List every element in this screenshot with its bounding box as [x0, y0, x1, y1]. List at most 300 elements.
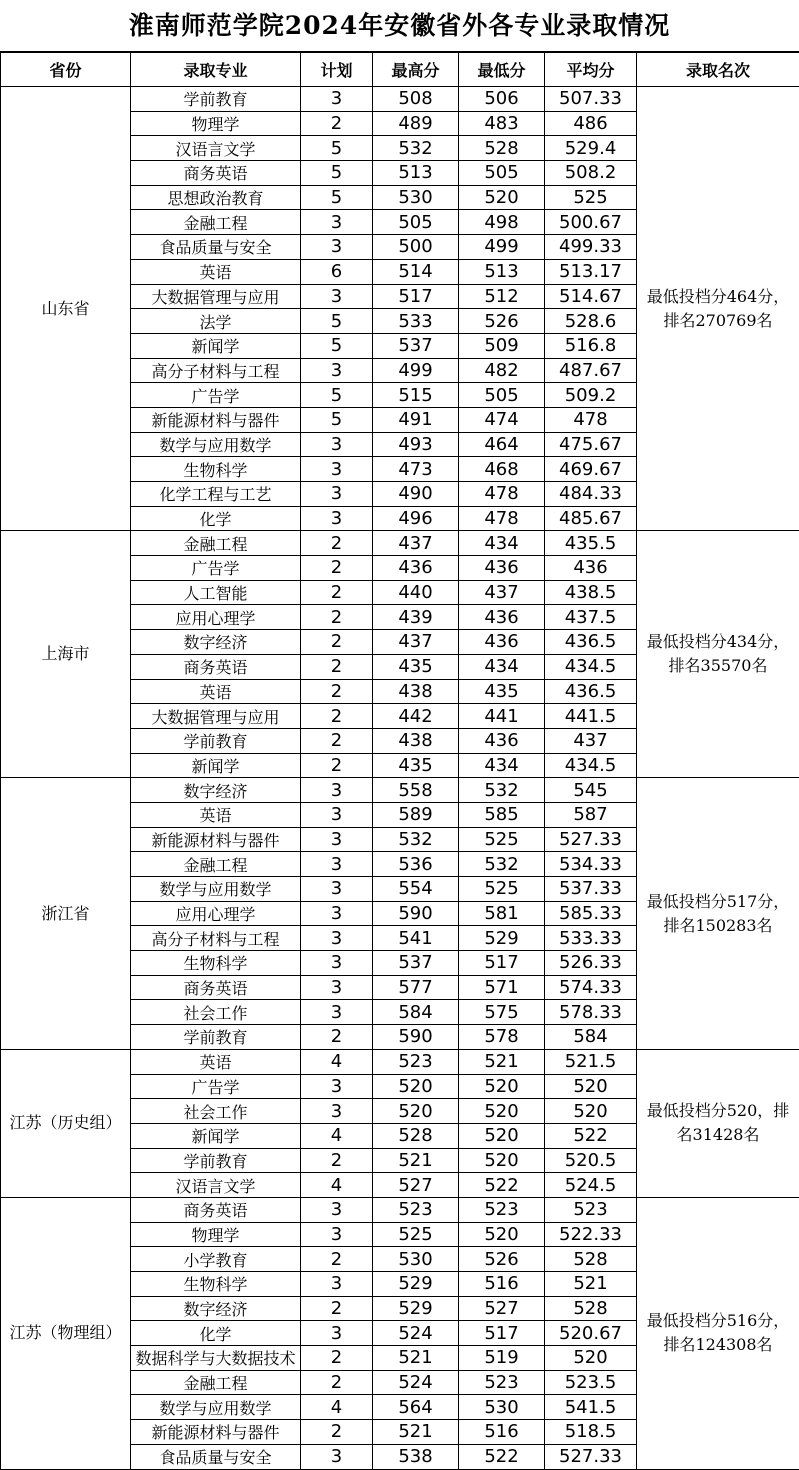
- avg-score-cell: 523.5: [545, 1370, 637, 1395]
- major-cell: 英语: [131, 679, 301, 704]
- max-score-cell: 439: [373, 605, 459, 630]
- min-score-cell: 585: [459, 802, 545, 827]
- avg-score-cell: 585.33: [545, 901, 637, 926]
- min-score-cell: 525: [459, 877, 545, 902]
- min-score-cell: 527: [459, 1296, 545, 1321]
- avg-score-cell: 507.33: [545, 87, 637, 112]
- avg-score-cell: 438.5: [545, 580, 637, 605]
- plan-cell: 3: [301, 1197, 373, 1222]
- max-score-cell: 521: [373, 1346, 459, 1371]
- header-province: 省份: [1, 53, 131, 87]
- major-cell: 化学工程与工艺: [131, 482, 301, 507]
- plan-cell: 3: [301, 975, 373, 1000]
- max-score-cell: 538: [373, 1444, 459, 1469]
- plan-cell: 3: [301, 778, 373, 803]
- min-score-cell: 526: [459, 309, 545, 334]
- plan-cell: 5: [301, 185, 373, 210]
- min-score-cell: 499: [459, 235, 545, 260]
- max-score-cell: 590: [373, 901, 459, 926]
- major-cell: 学前教育: [131, 87, 301, 112]
- avg-score-cell: 526.33: [545, 951, 637, 976]
- major-cell: 生物科学: [131, 1272, 301, 1297]
- max-score-cell: 521: [373, 1148, 459, 1173]
- avg-score-cell: 528: [545, 1247, 637, 1272]
- max-score-cell: 438: [373, 728, 459, 753]
- plan-cell: 2: [301, 1346, 373, 1371]
- avg-score-cell: 436.5: [545, 679, 637, 704]
- max-score-cell: 577: [373, 975, 459, 1000]
- max-score-cell: 442: [373, 704, 459, 729]
- min-score-cell: 482: [459, 358, 545, 383]
- plan-cell: 2: [301, 531, 373, 556]
- plan-cell: 5: [301, 161, 373, 186]
- max-score-cell: 536: [373, 852, 459, 877]
- avg-score-cell: 485.67: [545, 506, 637, 531]
- rank-cell: 最低投档分434分，排名35570名: [637, 531, 799, 778]
- plan-cell: 2: [301, 654, 373, 679]
- plan-cell: 3: [301, 506, 373, 531]
- min-score-cell: 517: [459, 1321, 545, 1346]
- avg-score-cell: 524.5: [545, 1173, 637, 1198]
- major-cell: 人工智能: [131, 580, 301, 605]
- min-score-cell: 520: [459, 1099, 545, 1124]
- major-cell: 化学: [131, 506, 301, 531]
- max-score-cell: 529: [373, 1296, 459, 1321]
- min-score-cell: 520: [459, 185, 545, 210]
- plan-cell: 2: [301, 704, 373, 729]
- max-score-cell: 520: [373, 1099, 459, 1124]
- plan-cell: 5: [301, 136, 373, 161]
- plan-cell: 3: [301, 432, 373, 457]
- avg-score-cell: 527.33: [545, 1444, 637, 1469]
- min-score-cell: 521: [459, 1049, 545, 1074]
- max-score-cell: 523: [373, 1197, 459, 1222]
- table-row: [1, 778, 799, 803]
- avg-score-cell: 525: [545, 185, 637, 210]
- avg-score-cell: 521: [545, 1272, 637, 1297]
- max-score-cell: 554: [373, 877, 459, 902]
- max-score-cell: 514: [373, 259, 459, 284]
- max-score-cell: 529: [373, 1272, 459, 1297]
- max-score-cell: 437: [373, 630, 459, 655]
- avg-score-cell: 541.5: [545, 1395, 637, 1420]
- major-cell: 高分子材料与工程: [131, 926, 301, 951]
- major-cell: 数字经济: [131, 630, 301, 655]
- min-score-cell: 575: [459, 1000, 545, 1025]
- major-cell: 商务英语: [131, 1197, 301, 1222]
- plan-cell: 3: [301, 235, 373, 260]
- min-score-cell: 434: [459, 654, 545, 679]
- avg-score-cell: 475.67: [545, 432, 637, 457]
- min-score-cell: 513: [459, 259, 545, 284]
- avg-score-cell: 534.33: [545, 852, 637, 877]
- plan-cell: 2: [301, 1148, 373, 1173]
- header-major: 录取专业: [131, 53, 301, 87]
- min-score-cell: 434: [459, 531, 545, 556]
- major-cell: 广告学: [131, 556, 301, 581]
- min-score-cell: 520: [459, 1074, 545, 1099]
- major-cell: 化学: [131, 1321, 301, 1346]
- min-score-cell: 526: [459, 1247, 545, 1272]
- min-score-cell: 571: [459, 975, 545, 1000]
- plan-cell: 2: [301, 1296, 373, 1321]
- plan-cell: 4: [301, 1173, 373, 1198]
- major-cell: 金融工程: [131, 1370, 301, 1395]
- min-score-cell: 532: [459, 852, 545, 877]
- plan-cell: 3: [301, 1272, 373, 1297]
- min-score-cell: 441: [459, 704, 545, 729]
- avg-score-cell: 520: [545, 1074, 637, 1099]
- min-score-cell: 530: [459, 1395, 545, 1420]
- min-score-cell: 525: [459, 827, 545, 852]
- avg-score-cell: 487.67: [545, 358, 637, 383]
- plan-cell: 3: [301, 926, 373, 951]
- max-score-cell: 435: [373, 753, 459, 778]
- max-score-cell: 493: [373, 432, 459, 457]
- rank-cell: 最低投档分520，排名31428名: [637, 1049, 799, 1197]
- major-cell: 商务英语: [131, 654, 301, 679]
- major-cell: 英语: [131, 802, 301, 827]
- min-score-cell: 520: [459, 1148, 545, 1173]
- plan-cell: 2: [301, 580, 373, 605]
- max-score-cell: 513: [373, 161, 459, 186]
- major-cell: 物理学: [131, 1222, 301, 1247]
- plan-cell: 3: [301, 802, 373, 827]
- major-cell: 广告学: [131, 1074, 301, 1099]
- plan-cell: 3: [301, 482, 373, 507]
- max-score-cell: 508: [373, 87, 459, 112]
- plan-cell: 2: [301, 111, 373, 136]
- plan-cell: 3: [301, 87, 373, 112]
- major-cell: 学前教育: [131, 1025, 301, 1050]
- province-cell: 山东省: [1, 87, 131, 531]
- max-score-cell: 525: [373, 1222, 459, 1247]
- avg-score-cell: 499.33: [545, 235, 637, 260]
- major-cell: 金融工程: [131, 210, 301, 235]
- min-score-cell: 516: [459, 1272, 545, 1297]
- avg-score-cell: 521.5: [545, 1049, 637, 1074]
- plan-cell: 5: [301, 407, 373, 432]
- major-cell: 商务英语: [131, 161, 301, 186]
- province-cell: 浙江省: [1, 778, 131, 1050]
- max-score-cell: 491: [373, 407, 459, 432]
- plan-cell: 3: [301, 284, 373, 309]
- major-cell: 学前教育: [131, 728, 301, 753]
- plan-cell: 3: [301, 877, 373, 902]
- min-score-cell: 506: [459, 87, 545, 112]
- min-score-cell: 468: [459, 457, 545, 482]
- max-score-cell: 440: [373, 580, 459, 605]
- max-score-cell: 523: [373, 1049, 459, 1074]
- max-score-cell: 564: [373, 1395, 459, 1420]
- max-score-cell: 533: [373, 309, 459, 334]
- header-min-score: 最低分: [459, 53, 545, 87]
- major-cell: 社会工作: [131, 1000, 301, 1025]
- plan-cell: 3: [301, 358, 373, 383]
- plan-cell: 3: [301, 852, 373, 877]
- table-header-row: [1, 53, 799, 87]
- avg-score-cell: 513.17: [545, 259, 637, 284]
- major-cell: 高分子材料与工程: [131, 358, 301, 383]
- max-score-cell: 438: [373, 679, 459, 704]
- min-score-cell: 516: [459, 1420, 545, 1445]
- header-rank: 录取名次: [637, 53, 799, 87]
- plan-cell: 2: [301, 1247, 373, 1272]
- plan-cell: 2: [301, 679, 373, 704]
- max-score-cell: 489: [373, 111, 459, 136]
- max-score-cell: 558: [373, 778, 459, 803]
- table-body: [1, 87, 799, 1470]
- avg-score-cell: 516.8: [545, 333, 637, 358]
- max-score-cell: 524: [373, 1321, 459, 1346]
- max-score-cell: 528: [373, 1123, 459, 1148]
- avg-score-cell: 437: [545, 728, 637, 753]
- plan-cell: 2: [301, 605, 373, 630]
- avg-score-cell: 500.67: [545, 210, 637, 235]
- plan-cell: 3: [301, 827, 373, 852]
- max-score-cell: 584: [373, 1000, 459, 1025]
- max-score-cell: 530: [373, 185, 459, 210]
- max-score-cell: 541: [373, 926, 459, 951]
- plan-cell: 2: [301, 630, 373, 655]
- avg-score-cell: 528: [545, 1296, 637, 1321]
- plan-cell: 3: [301, 1000, 373, 1025]
- table-row: [1, 87, 799, 112]
- max-score-cell: 517: [373, 284, 459, 309]
- major-cell: 生物科学: [131, 457, 301, 482]
- max-score-cell: 435: [373, 654, 459, 679]
- avg-score-cell: 522: [545, 1123, 637, 1148]
- avg-score-cell: 545: [545, 778, 637, 803]
- min-score-cell: 478: [459, 506, 545, 531]
- max-score-cell: 532: [373, 827, 459, 852]
- major-cell: 新闻学: [131, 753, 301, 778]
- avg-score-cell: 537.33: [545, 877, 637, 902]
- plan-cell: 2: [301, 753, 373, 778]
- min-score-cell: 509: [459, 333, 545, 358]
- major-cell: 数字经济: [131, 778, 301, 803]
- max-score-cell: 532: [373, 136, 459, 161]
- plan-cell: 3: [301, 1099, 373, 1124]
- max-score-cell: 527: [373, 1173, 459, 1198]
- avg-score-cell: 436: [545, 556, 637, 581]
- max-score-cell: 496: [373, 506, 459, 531]
- max-score-cell: 490: [373, 482, 459, 507]
- plan-cell: 3: [301, 1074, 373, 1099]
- major-cell: 食品质量与安全: [131, 235, 301, 260]
- min-score-cell: 532: [459, 778, 545, 803]
- min-score-cell: 436: [459, 605, 545, 630]
- min-score-cell: 464: [459, 432, 545, 457]
- max-score-cell: 436: [373, 556, 459, 581]
- avg-score-cell: 529.4: [545, 136, 637, 161]
- plan-cell: 4: [301, 1123, 373, 1148]
- avg-score-cell: 528.6: [545, 309, 637, 334]
- major-cell: 新闻学: [131, 333, 301, 358]
- min-score-cell: 505: [459, 383, 545, 408]
- major-cell: 应用心理学: [131, 901, 301, 926]
- max-score-cell: 530: [373, 1247, 459, 1272]
- min-score-cell: 523: [459, 1370, 545, 1395]
- max-score-cell: 473: [373, 457, 459, 482]
- max-score-cell: 524: [373, 1370, 459, 1395]
- avg-score-cell: 520.5: [545, 1148, 637, 1173]
- rank-cell: 最低投档分464分，排名270769名: [637, 87, 799, 531]
- rank-cell: 最低投档分516分，排名124308名: [637, 1197, 799, 1469]
- plan-cell: 2: [301, 1025, 373, 1050]
- avg-score-cell: 584: [545, 1025, 637, 1050]
- table-row: [1, 1197, 799, 1222]
- major-cell: 金融工程: [131, 531, 301, 556]
- min-score-cell: 483: [459, 111, 545, 136]
- min-score-cell: 520: [459, 1123, 545, 1148]
- avg-score-cell: 533.33: [545, 926, 637, 951]
- plan-cell: 4: [301, 1049, 373, 1074]
- min-score-cell: 520: [459, 1222, 545, 1247]
- min-score-cell: 436: [459, 630, 545, 655]
- major-cell: 学前教育: [131, 1148, 301, 1173]
- min-score-cell: 505: [459, 161, 545, 186]
- major-cell: 金融工程: [131, 852, 301, 877]
- avg-score-cell: 486: [545, 111, 637, 136]
- major-cell: 新能源材料与器件: [131, 1420, 301, 1445]
- min-score-cell: 529: [459, 926, 545, 951]
- plan-cell: 3: [301, 901, 373, 926]
- min-score-cell: 522: [459, 1173, 545, 1198]
- avg-score-cell: 484.33: [545, 482, 637, 507]
- max-score-cell: 437: [373, 531, 459, 556]
- avg-score-cell: 523: [545, 1197, 637, 1222]
- major-cell: 数学与应用数学: [131, 877, 301, 902]
- avg-score-cell: 437.5: [545, 605, 637, 630]
- min-score-cell: 578: [459, 1025, 545, 1050]
- plan-cell: 3: [301, 1444, 373, 1469]
- max-score-cell: 589: [373, 802, 459, 827]
- major-cell: 英语: [131, 1049, 301, 1074]
- major-cell: 思想政治教育: [131, 185, 301, 210]
- major-cell: 数学与应用数学: [131, 432, 301, 457]
- plan-cell: 5: [301, 309, 373, 334]
- plan-cell: 2: [301, 1370, 373, 1395]
- major-cell: 社会工作: [131, 1099, 301, 1124]
- min-score-cell: 528: [459, 136, 545, 161]
- plan-cell: 4: [301, 1395, 373, 1420]
- avg-score-cell: 508.2: [545, 161, 637, 186]
- major-cell: 汉语言文学: [131, 1173, 301, 1198]
- major-cell: 物理学: [131, 111, 301, 136]
- min-score-cell: 498: [459, 210, 545, 235]
- max-score-cell: 505: [373, 210, 459, 235]
- avg-score-cell: 527.33: [545, 827, 637, 852]
- major-cell: 新闻学: [131, 1123, 301, 1148]
- avg-score-cell: 478: [545, 407, 637, 432]
- max-score-cell: 499: [373, 358, 459, 383]
- major-cell: 英语: [131, 259, 301, 284]
- avg-score-cell: 518.5: [545, 1420, 637, 1445]
- avg-score-cell: 469.67: [545, 457, 637, 482]
- admission-table: [0, 52, 799, 1470]
- table-row: [1, 1049, 799, 1074]
- min-score-cell: 478: [459, 482, 545, 507]
- plan-cell: 3: [301, 1222, 373, 1247]
- rank-cell: 最低投档分517分，排名150283名: [637, 778, 799, 1050]
- major-cell: 商务英语: [131, 975, 301, 1000]
- min-score-cell: 519: [459, 1346, 545, 1371]
- plan-cell: 3: [301, 457, 373, 482]
- major-cell: 新能源材料与器件: [131, 827, 301, 852]
- page-title: 淮南师范学院2024年安徽省外各专业录取情况: [0, 0, 799, 52]
- plan-cell: 3: [301, 1321, 373, 1346]
- major-cell: 法学: [131, 309, 301, 334]
- avg-score-cell: 435.5: [545, 531, 637, 556]
- plan-cell: 2: [301, 1420, 373, 1445]
- avg-score-cell: 434.5: [545, 654, 637, 679]
- min-score-cell: 581: [459, 901, 545, 926]
- avg-score-cell: 574.33: [545, 975, 637, 1000]
- max-score-cell: 520: [373, 1074, 459, 1099]
- header-plan: 计划: [301, 53, 373, 87]
- province-cell: 江苏（物理组）: [1, 1197, 131, 1469]
- max-score-cell: 537: [373, 333, 459, 358]
- avg-score-cell: 578.33: [545, 1000, 637, 1025]
- major-cell: 小学教育: [131, 1247, 301, 1272]
- header-avg-score: 平均分: [545, 53, 637, 87]
- avg-score-cell: 587: [545, 802, 637, 827]
- plan-cell: 5: [301, 383, 373, 408]
- major-cell: 广告学: [131, 383, 301, 408]
- major-cell: 汉语言文学: [131, 136, 301, 161]
- avg-score-cell: 522.33: [545, 1222, 637, 1247]
- plan-cell: 3: [301, 210, 373, 235]
- plan-cell: 3: [301, 951, 373, 976]
- province-cell: 江苏（历史组）: [1, 1049, 131, 1197]
- avg-score-cell: 514.67: [545, 284, 637, 309]
- min-score-cell: 435: [459, 679, 545, 704]
- plan-cell: 5: [301, 333, 373, 358]
- max-score-cell: 515: [373, 383, 459, 408]
- min-score-cell: 436: [459, 556, 545, 581]
- major-cell: 新能源材料与器件: [131, 407, 301, 432]
- avg-score-cell: 509.2: [545, 383, 637, 408]
- min-score-cell: 517: [459, 951, 545, 976]
- min-score-cell: 523: [459, 1197, 545, 1222]
- plan-cell: 2: [301, 556, 373, 581]
- major-cell: 大数据管理与应用: [131, 704, 301, 729]
- min-score-cell: 436: [459, 728, 545, 753]
- table-row: [1, 531, 799, 556]
- avg-score-cell: 520: [545, 1346, 637, 1371]
- max-score-cell: 537: [373, 951, 459, 976]
- min-score-cell: 522: [459, 1444, 545, 1469]
- major-cell: 数学与应用数学: [131, 1395, 301, 1420]
- avg-score-cell: 436.5: [545, 630, 637, 655]
- plan-cell: 6: [301, 259, 373, 284]
- avg-score-cell: 520.67: [545, 1321, 637, 1346]
- major-cell: 生物科学: [131, 951, 301, 976]
- max-score-cell: 590: [373, 1025, 459, 1050]
- province-cell: 上海市: [1, 531, 131, 778]
- plan-cell: 2: [301, 728, 373, 753]
- avg-score-cell: 441.5: [545, 704, 637, 729]
- min-score-cell: 434: [459, 753, 545, 778]
- major-cell: 大数据管理与应用: [131, 284, 301, 309]
- max-score-cell: 521: [373, 1420, 459, 1445]
- min-score-cell: 512: [459, 284, 545, 309]
- min-score-cell: 437: [459, 580, 545, 605]
- major-cell: 数据科学与大数据技术: [131, 1346, 301, 1371]
- avg-score-cell: 520: [545, 1099, 637, 1124]
- avg-score-cell: 434.5: [545, 753, 637, 778]
